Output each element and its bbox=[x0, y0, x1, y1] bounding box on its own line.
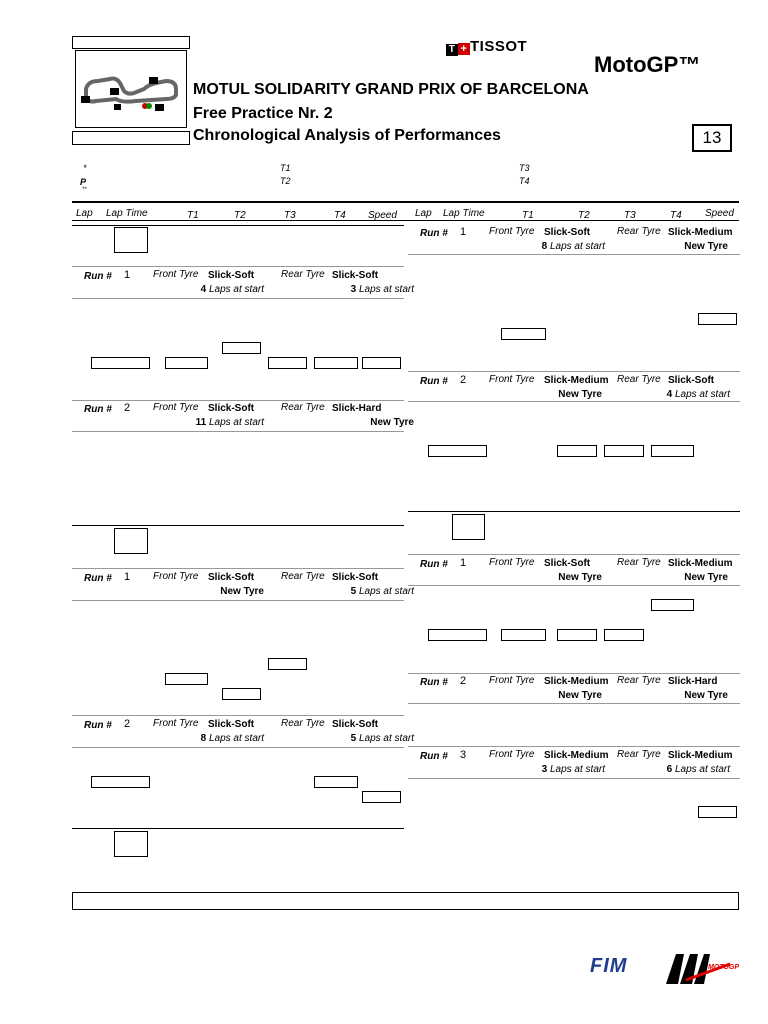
footer-bar bbox=[72, 892, 739, 910]
fim-logo: FIM bbox=[590, 955, 628, 977]
rear-tyre-value: Slick-Soft bbox=[332, 270, 379, 281]
rear-tyre-label: Rear Tyre bbox=[281, 269, 325, 280]
run-number: 1 bbox=[124, 269, 131, 281]
rider-number-box-2 bbox=[114, 528, 148, 554]
t1-marker bbox=[81, 96, 90, 103]
col-t4-left: T4 bbox=[334, 210, 346, 221]
best-speed-box bbox=[651, 599, 694, 611]
col-t3-right: T3 bbox=[624, 210, 636, 221]
run-block: Run # 2 Front Tyre Slick-Medium Rear Tyre Slick-Hard New Tyre New Tyre bbox=[420, 675, 728, 701]
best-t1-box bbox=[165, 673, 208, 685]
best-t3-box bbox=[604, 629, 644, 641]
rider-number-box-3 bbox=[114, 831, 148, 857]
t2-marker bbox=[110, 88, 119, 95]
motogp-logo: MOTOGP bbox=[664, 950, 736, 986]
rider-divider bbox=[72, 525, 404, 526]
rider-divider bbox=[408, 511, 740, 512]
rider-divider bbox=[72, 828, 404, 829]
legend-star: * bbox=[83, 163, 87, 173]
best-laptime-box bbox=[428, 629, 487, 641]
best-speed-box bbox=[698, 313, 737, 325]
rider-number-box-1 bbox=[114, 227, 148, 253]
run-block: Run # 1 Front Tyre Slick-Soft Rear Tyre Slick-Medium New Tyre New Tyre bbox=[420, 557, 733, 583]
legend-t3: T3 bbox=[519, 163, 530, 173]
session-title: Free Practice Nr. 2 bbox=[193, 105, 333, 122]
best-speed-box bbox=[362, 357, 401, 369]
best-speed-box bbox=[698, 806, 737, 818]
brand-title: MotoGP™ bbox=[594, 52, 701, 77]
best-laptime-box bbox=[428, 445, 487, 457]
col-t2-right: T2 bbox=[578, 210, 590, 221]
run-block: Run # 1 Front Tyre Slick-Soft Rear Tyre Slick-Soft New Tyre 5 Laps at start bbox=[84, 571, 414, 597]
page-number: 13 bbox=[702, 128, 722, 147]
best-speed-box bbox=[362, 791, 401, 803]
best-t4-box bbox=[314, 357, 358, 369]
col-t4-right: T4 bbox=[670, 210, 682, 221]
col-t1-right: T1 bbox=[522, 210, 534, 221]
col-speed-left: Speed bbox=[368, 210, 397, 221]
front-tyre-label: Front Tyre bbox=[153, 269, 199, 280]
best-t4-box bbox=[314, 776, 358, 788]
sponsor-name: TISSOT bbox=[470, 38, 528, 55]
col-speed-right: Speed bbox=[705, 208, 734, 219]
legend-t2: T2 bbox=[280, 176, 291, 186]
columns-divider bbox=[72, 220, 739, 221]
best-t4-box bbox=[651, 445, 694, 457]
event-title: MOTUL SOLIDARITY GRAND PRIX OF BARCELONA bbox=[193, 81, 589, 98]
best-t2-box bbox=[222, 688, 261, 700]
run-block: Run # 1 Front Tyre Slick-Soft Rear Tyre Slick-Medium 8 Laps at start New Tyre bbox=[420, 226, 733, 252]
best-t1-box bbox=[165, 357, 208, 369]
best-t1-box bbox=[501, 328, 546, 340]
tissot-logo: T + TISSOT bbox=[446, 38, 527, 56]
track-map bbox=[75, 50, 187, 128]
best-laptime-box bbox=[91, 776, 150, 788]
col-laptime-right: Lap Time bbox=[443, 208, 485, 219]
best-t1-box bbox=[501, 629, 546, 641]
run-block: Run # 2 Front Tyre Slick-Soft Rear Tyre Slick-Soft 8 Laps at start 5 Laps at start bbox=[84, 718, 414, 744]
t3-marker bbox=[149, 77, 158, 84]
front-tyre-state: 4 Laps at start bbox=[200, 284, 264, 295]
legend-t1: T1 bbox=[280, 163, 291, 173]
col-t2-left: T2 bbox=[234, 210, 246, 221]
run-block bbox=[84, 267, 414, 297]
col-laptime-left: Lap Time bbox=[106, 208, 148, 219]
best-t3-box bbox=[268, 658, 307, 670]
best-t3-box bbox=[268, 357, 307, 369]
col-t1-left: T1 bbox=[187, 210, 199, 221]
legend-double: ** bbox=[82, 187, 87, 193]
col-lap-left: Lap bbox=[76, 208, 93, 219]
page-number-box bbox=[692, 124, 732, 152]
run-block: Run # 2 Front Tyre Slick-Medium Rear Tyre Slick-Soft New Tyre 4 Laps at start bbox=[420, 374, 730, 400]
best-t3-box bbox=[604, 445, 644, 457]
best-t2-box bbox=[557, 629, 597, 641]
left-first-rule bbox=[72, 225, 404, 226]
run-block: Run # 3 Front Tyre Slick-Medium Rear Tyre Slick-Medium 3 Laps at start 6 Laps at start bbox=[420, 749, 733, 775]
col-t3-left: T3 bbox=[284, 210, 296, 221]
best-t2-box bbox=[222, 342, 261, 354]
report-title: Chronological Analysis of Performances bbox=[193, 127, 501, 144]
front-tyre-value: Slick-Soft bbox=[208, 270, 255, 281]
legend-t4: T4 bbox=[519, 176, 530, 186]
rider-number-box-4 bbox=[452, 514, 485, 540]
t4-marker bbox=[155, 104, 164, 111]
col-lap-right: Lap bbox=[415, 208, 432, 219]
run-label: Run # bbox=[84, 271, 112, 282]
legend-p: P bbox=[80, 177, 87, 187]
rear-tyre-state: 3 Laps at start bbox=[350, 284, 414, 295]
best-t2-box bbox=[557, 445, 597, 457]
circuit-layout-icon bbox=[76, 51, 186, 127]
header-divider bbox=[72, 201, 739, 203]
rider-name-box bbox=[72, 36, 190, 49]
rider-team-box bbox=[72, 131, 190, 145]
best-laptime-box bbox=[91, 357, 150, 369]
run-block: Run # 2 Front Tyre Slick-Soft Rear Tyre Slick-Hard 11 Laps at start New Tyre bbox=[84, 402, 414, 428]
